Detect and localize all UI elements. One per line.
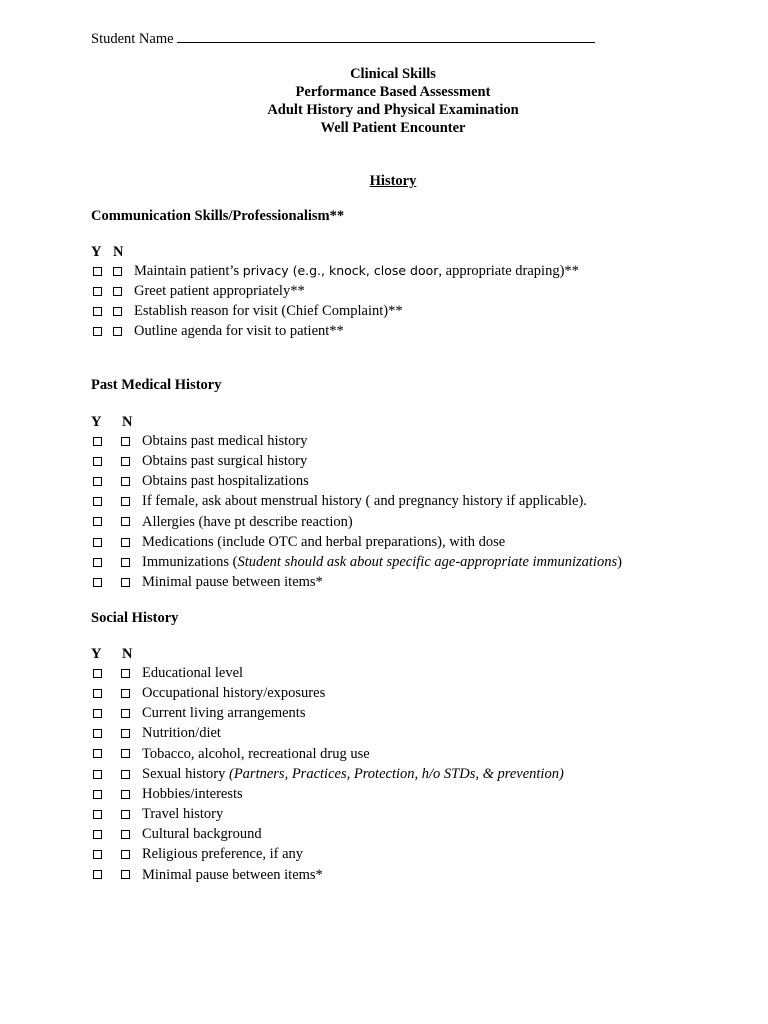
student-name-row xyxy=(91,28,595,48)
title-line-3: Adult History and Physical Examination xyxy=(267,102,519,118)
item-text-start: Maintain patient’s xyxy=(134,262,243,279)
list-item xyxy=(91,471,622,491)
list-item xyxy=(91,451,622,471)
social-yn-header xyxy=(91,646,132,663)
yes-checkbox[interactable] xyxy=(93,729,102,738)
yes-checkbox[interactable] xyxy=(93,749,102,758)
yes-checkbox[interactable] xyxy=(93,558,102,567)
yes-checkbox[interactable] xyxy=(93,830,102,839)
list-item xyxy=(91,431,622,451)
communication-section-title: Communication Skills/Professionalism** xyxy=(91,208,345,224)
yes-checkbox[interactable] xyxy=(93,327,102,336)
checklist-item-text: Establish reason for visit (Chief Complaint)** xyxy=(134,303,403,320)
list-item xyxy=(91,683,564,703)
checklist-item-text: Hobbies/interests xyxy=(142,785,243,802)
yes-checkbox[interactable] xyxy=(93,287,102,296)
list-item xyxy=(91,845,564,865)
history-heading: History xyxy=(369,173,417,189)
checklist-item-text: Obtains past surgical history xyxy=(142,452,308,469)
yes-checkbox[interactable] xyxy=(93,850,102,859)
checklist-item-text: Greet patient appropriately** xyxy=(134,282,305,299)
item-text-start: Sexual history xyxy=(142,765,229,782)
yes-checkbox[interactable] xyxy=(93,497,102,506)
checklist-item-text: Travel history xyxy=(142,806,224,823)
checklist-item-text: Obtains past hospitalizations xyxy=(142,473,309,490)
checklist-item-text: Current living arrangements xyxy=(142,705,306,722)
yes-column-label: Y xyxy=(91,414,102,430)
checklist-item-text: Cultural background xyxy=(142,826,262,843)
title-line-1: Clinical Skills xyxy=(350,66,436,82)
title-line-2: Performance Based Assessment xyxy=(295,84,491,100)
list-item xyxy=(91,703,564,723)
list-item xyxy=(91,492,622,512)
checklist-item-text: Religious preference, if any xyxy=(142,846,304,863)
list-item xyxy=(91,301,579,321)
no-checkbox[interactable] xyxy=(121,850,130,859)
checklist-item-text: Educational level xyxy=(142,664,244,681)
list-item xyxy=(91,865,564,885)
yes-checkbox[interactable] xyxy=(93,307,102,316)
list-item xyxy=(91,804,564,824)
pmh-section-title: Past Medical History xyxy=(91,377,222,393)
no-checkbox[interactable] xyxy=(121,749,130,758)
no-checkbox[interactable] xyxy=(121,770,130,779)
no-checkbox[interactable] xyxy=(121,578,130,587)
no-checkbox[interactable] xyxy=(113,307,122,316)
yes-column-label: Y xyxy=(91,646,102,662)
checklist-item-text: Occupational history/exposures xyxy=(142,684,326,701)
pmh-yn-header xyxy=(91,414,132,431)
no-checkbox[interactable] xyxy=(121,729,130,738)
checklist-item-text xyxy=(142,766,564,783)
no-checkbox[interactable] xyxy=(121,870,130,879)
no-checkbox[interactable] xyxy=(121,689,130,698)
list-item xyxy=(91,512,622,532)
checklist-item-text: Minimal pause between items* xyxy=(142,574,323,591)
checklist-item-text xyxy=(142,554,622,571)
document-title xyxy=(0,65,768,137)
social-checklist xyxy=(91,663,564,885)
item-text-end: , appropriate draping)** xyxy=(438,262,579,279)
yes-checkbox[interactable] xyxy=(93,267,102,276)
item-text-end: ) xyxy=(617,553,622,570)
no-checkbox[interactable] xyxy=(121,437,130,446)
no-column-label: N xyxy=(122,414,133,430)
yes-checkbox[interactable] xyxy=(93,770,102,779)
list-item xyxy=(91,532,622,552)
student-name-label: Student Name xyxy=(91,31,174,47)
yes-checkbox[interactable] xyxy=(93,709,102,718)
pmh-checklist xyxy=(91,431,622,593)
item-text-italic: (Partners, Practices, Protection, h/o STDs, & prevention) xyxy=(229,765,564,782)
no-column-label: N xyxy=(122,646,133,662)
no-column-label: N xyxy=(113,244,124,260)
yes-checkbox[interactable] xyxy=(93,669,102,678)
yes-checkbox[interactable] xyxy=(93,437,102,446)
item-text-privacy: privacy (e.g., knock, close door xyxy=(242,262,439,278)
yes-checkbox[interactable] xyxy=(93,578,102,587)
yes-checkbox[interactable] xyxy=(93,790,102,799)
no-checkbox[interactable] xyxy=(113,327,122,336)
yes-checkbox[interactable] xyxy=(93,517,102,526)
title-line-4: Well Patient Encounter xyxy=(320,120,466,136)
list-item xyxy=(91,261,579,281)
checklist-item-text: Tobacco, alcohol, recreational drug use xyxy=(142,745,370,762)
no-checkbox[interactable] xyxy=(121,790,130,799)
checklist-item-text: Medications (include OTC and herbal preparations), with dose xyxy=(142,533,506,550)
no-checkbox[interactable] xyxy=(121,538,130,547)
list-item xyxy=(91,784,564,804)
checklist-item-text: If female, ask about menstrual history ( and pregnancy history if applicable). xyxy=(142,493,587,510)
no-checkbox[interactable] xyxy=(113,267,122,276)
no-checkbox[interactable] xyxy=(121,457,130,466)
yes-checkbox[interactable] xyxy=(93,810,102,819)
no-checkbox[interactable] xyxy=(121,477,130,486)
no-checkbox[interactable] xyxy=(121,497,130,506)
checklist-item-text: Obtains past medical history xyxy=(142,432,308,449)
student-name-blank[interactable] xyxy=(177,28,595,43)
list-item xyxy=(91,552,622,572)
item-text-italic: Student should ask about specific age-appropriate immunizations xyxy=(237,553,618,570)
list-item xyxy=(91,663,564,683)
no-checkbox[interactable] xyxy=(121,810,130,819)
checklist-item-text: Outline agenda for visit to patient** xyxy=(134,323,344,340)
yes-checkbox[interactable] xyxy=(93,689,102,698)
no-checkbox[interactable] xyxy=(121,669,130,678)
checklist-item-text: Allergies (have pt describe reaction) xyxy=(142,513,353,530)
yes-checkbox[interactable] xyxy=(93,477,102,486)
list-item xyxy=(91,572,622,592)
yes-checkbox[interactable] xyxy=(93,457,102,466)
no-checkbox[interactable] xyxy=(121,517,130,526)
no-checkbox[interactable] xyxy=(121,558,130,567)
list-item xyxy=(91,322,579,342)
list-item xyxy=(91,724,564,744)
list-item xyxy=(91,281,579,301)
social-section-title: Social History xyxy=(91,610,179,626)
checklist-item-text: Nutrition/diet xyxy=(142,725,221,742)
communication-yn-header xyxy=(91,244,123,261)
yes-column-label: Y xyxy=(91,244,102,260)
no-checkbox[interactable] xyxy=(113,287,122,296)
list-item xyxy=(91,764,564,784)
no-checkbox[interactable] xyxy=(121,830,130,839)
list-item xyxy=(91,744,564,764)
checklist-item-text xyxy=(134,263,579,280)
list-item xyxy=(91,825,564,845)
checklist-item-text: Minimal pause between items* xyxy=(142,866,323,883)
item-text-start: Immunizations ( xyxy=(142,553,238,570)
communication-checklist xyxy=(91,261,579,342)
yes-checkbox[interactable] xyxy=(93,870,102,879)
no-checkbox[interactable] xyxy=(121,709,130,718)
yes-checkbox[interactable] xyxy=(93,538,102,547)
